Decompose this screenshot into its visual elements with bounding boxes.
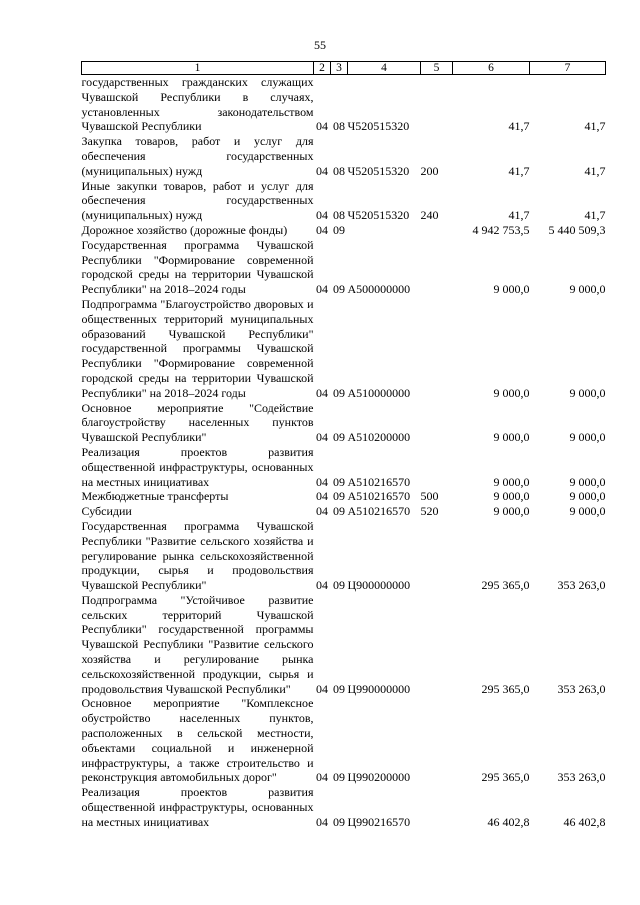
cell-section: 04: [316, 681, 328, 696]
cell-amount-1: 41,7: [508, 119, 530, 134]
cell-target-code: А510216570: [347, 489, 411, 504]
cell-amount-1: 295 365,0: [481, 681, 530, 696]
cell-target-code: Ч520515320: [347, 163, 410, 178]
cell-name: Межбюджетные трансферты: [81, 489, 229, 504]
cell-amount-2: 9 000,0: [569, 474, 606, 489]
cell-subsection: 08: [333, 208, 345, 223]
cell-name: Государственная программа Чувашской Республики "Развитие сельского хозяйства и регулирование рынка сельскохозяйственной продукции, сырья и продовольствия Чувашской Республики": [81, 518, 314, 593]
cell-target-code: А510000000: [347, 385, 411, 400]
cell-name: государственных гражданских служащих Чувашской Республики в случаях, установленных законодательством Чувашской Республики: [81, 75, 314, 134]
cell-target-code: [348, 223, 421, 238]
cell-amount-1: 9 000,0: [493, 474, 530, 489]
cell-section: 04: [316, 489, 328, 504]
page-number: 55: [314, 38, 326, 52]
cell-expense-type: 200: [420, 163, 439, 178]
cell-amount-2: 9 000,0: [569, 489, 606, 504]
cell-section: 04: [316, 578, 328, 593]
table-body: [82, 75, 606, 830]
table-row: [82, 696, 606, 785]
header-row: [82, 62, 606, 75]
cell-section: 04: [316, 504, 328, 519]
cell-subsection: 09: [333, 222, 345, 237]
cell-name: Основное мероприятие "Комплексное обустройство населенных пунктов, расположенных в сельской местности, объектами социальной и инженерной инфраструктуры, а также строительство и реконструкция автомобильных дорог": [81, 696, 314, 785]
cell-name: Подпрограмма "Благоустройство дворовых и общественных территорий муниципальных образований Чувашской Республики" государственной программы Чувашской Республики "Формирование современной городской среды на территории Чувашской Республики" на 2018–2024 годы: [81, 296, 314, 400]
cell-name: Реализация проектов развития общественной инфраструктуры, основанных на местных инициативах: [81, 785, 314, 829]
cell-amount-1: 41,7: [508, 208, 530, 223]
cell-amount-2: 353 263,0: [557, 578, 606, 593]
budget-table: [81, 61, 606, 830]
table-row: [82, 785, 606, 829]
column-header-7: 7: [530, 62, 606, 75]
cell-amount-2: 9 000,0: [569, 385, 606, 400]
cell-amount-1: 9 000,0: [493, 430, 530, 445]
cell-expense-type: [421, 785, 453, 829]
cell-amount-2: 41,7: [584, 119, 606, 134]
cell-target-code: Ц990216570: [347, 814, 411, 829]
cell-target-code: Ц990000000: [347, 681, 411, 696]
cell-target-code: А510216570: [347, 504, 411, 519]
cell-section: 04: [316, 385, 328, 400]
column-header-2: 2: [314, 62, 331, 75]
cell-subsection: 09: [333, 770, 345, 785]
cell-amount-1: 41,7: [508, 163, 530, 178]
cell-expense-type: [421, 75, 453, 135]
cell-expense-type: [421, 238, 453, 297]
cell-amount-2: 5 440 509,3: [548, 222, 606, 237]
cell-name: Подпрограмма "Устойчивое развитие сельских территорий Чувашской Республики" государственной программы Чувашской Республики "Развитие сельского хозяйства и регулирование рынка сельскохозяйственной продукции, сырья и продовольствия Чувашской Республики": [81, 592, 314, 696]
cell-subsection: 09: [333, 578, 345, 593]
table-row: [82, 179, 606, 223]
cell-subsection: 09: [333, 681, 345, 696]
table-row: [82, 297, 606, 401]
table-row: [82, 238, 606, 297]
cell-subsection: 09: [333, 489, 345, 504]
cell-subsection: 09: [333, 474, 345, 489]
cell-amount-2: 9 000,0: [569, 504, 606, 519]
cell-amount-1: 9 000,0: [493, 282, 530, 297]
cell-name: Закупка товаров, работ и услуг для обеспечения государственных (муниципальных) нужд: [81, 134, 314, 178]
cell-subsection: 08: [333, 119, 345, 134]
cell-amount-2: 46 402,8: [563, 814, 606, 829]
cell-expense-type: [421, 593, 453, 697]
cell-subsection: 09: [333, 430, 345, 445]
table-row: [82, 75, 606, 135]
cell-name: Реализация проектов развития общественной инфраструктуры, основанных на местных инициативах: [81, 444, 314, 489]
cell-expense-type: [421, 401, 453, 445]
cell-target-code: Ч520515320: [347, 208, 410, 223]
cell-name: Дорожное хозяйство (дорожные фонды): [81, 222, 288, 237]
cell-amount-1: 46 402,8: [487, 814, 530, 829]
table-row: [82, 519, 606, 593]
cell-target-code: Ц900000000: [347, 578, 411, 593]
cell-target-code: А510200000: [347, 430, 411, 445]
cell-name: Государственная программа Чувашской Республики "Формирование современной городской среды на территории Чувашской Республики" на 2018–2024 годы: [81, 237, 314, 297]
cell-section: 04: [316, 770, 328, 785]
cell-amount-1: 9 000,0: [493, 504, 530, 519]
cell-target-code: Ц990200000: [347, 770, 411, 785]
cell-section: 04: [316, 430, 328, 445]
cell-name: Иные закупки товаров, работ и услуг для обеспечения государственных (муниципальных) нужд: [81, 178, 314, 223]
cell-section: 04: [316, 222, 328, 237]
cell-subsection: 09: [333, 385, 345, 400]
cell-subsection: 09: [333, 814, 345, 829]
cell-expense-type: 240: [420, 208, 439, 223]
table-row: [82, 489, 606, 504]
cell-amount-2: 41,7: [584, 208, 606, 223]
table-header: [82, 62, 606, 75]
cell-amount-2: 9 000,0: [569, 430, 606, 445]
cell-amount-2: 41,7: [584, 163, 606, 178]
cell-expense-type: [421, 223, 453, 238]
cell-amount-2: 353 263,0: [557, 770, 606, 785]
cell-section: 04: [316, 163, 328, 178]
table-row: [82, 401, 606, 445]
cell-section: 04: [316, 119, 328, 134]
table-row: [82, 504, 606, 519]
cell-expense-type: 520: [420, 504, 439, 519]
column-header-3: 3: [331, 62, 348, 75]
cell-expense-type: 500: [420, 489, 439, 504]
cell-section: 04: [316, 282, 328, 297]
cell-target-code: А500000000: [347, 282, 411, 297]
table-row: [82, 134, 606, 178]
column-header-1: 1: [82, 62, 314, 75]
cell-target-code: А510216570: [347, 474, 411, 489]
cell-subsection: 09: [333, 504, 345, 519]
cell-amount-2: 9 000,0: [569, 282, 606, 297]
cell-expense-type: [421, 696, 453, 785]
column-header-4: 4: [348, 62, 421, 75]
cell-amount-1: 9 000,0: [493, 385, 530, 400]
cell-amount-1: 295 365,0: [481, 578, 530, 593]
cell-amount-2: 353 263,0: [557, 681, 606, 696]
column-header-6: 6: [453, 62, 530, 75]
cell-expense-type: [421, 519, 453, 593]
column-header-5: 5: [421, 62, 453, 75]
cell-amount-1: 9 000,0: [493, 489, 530, 504]
cell-section: 04: [316, 208, 328, 223]
table-row: [82, 445, 606, 489]
cell-subsection: 08: [333, 163, 345, 178]
cell-name: Субсидии: [81, 504, 132, 519]
cell-subsection: 09: [333, 282, 345, 297]
cell-target-code: Ч520515320: [347, 119, 410, 134]
cell-amount-1: 4 942 753,5: [472, 222, 530, 237]
cell-section: 04: [316, 474, 328, 489]
cell-expense-type: [421, 297, 453, 401]
cell-expense-type: [421, 445, 453, 489]
cell-amount-1: 295 365,0: [481, 770, 530, 785]
cell-name: Основное мероприятие "Содействие благоустройству населенных пунктов Чувашской Республики": [81, 400, 314, 445]
table-row: [82, 593, 606, 697]
table-row: [82, 223, 606, 238]
cell-section: 04: [316, 814, 328, 829]
